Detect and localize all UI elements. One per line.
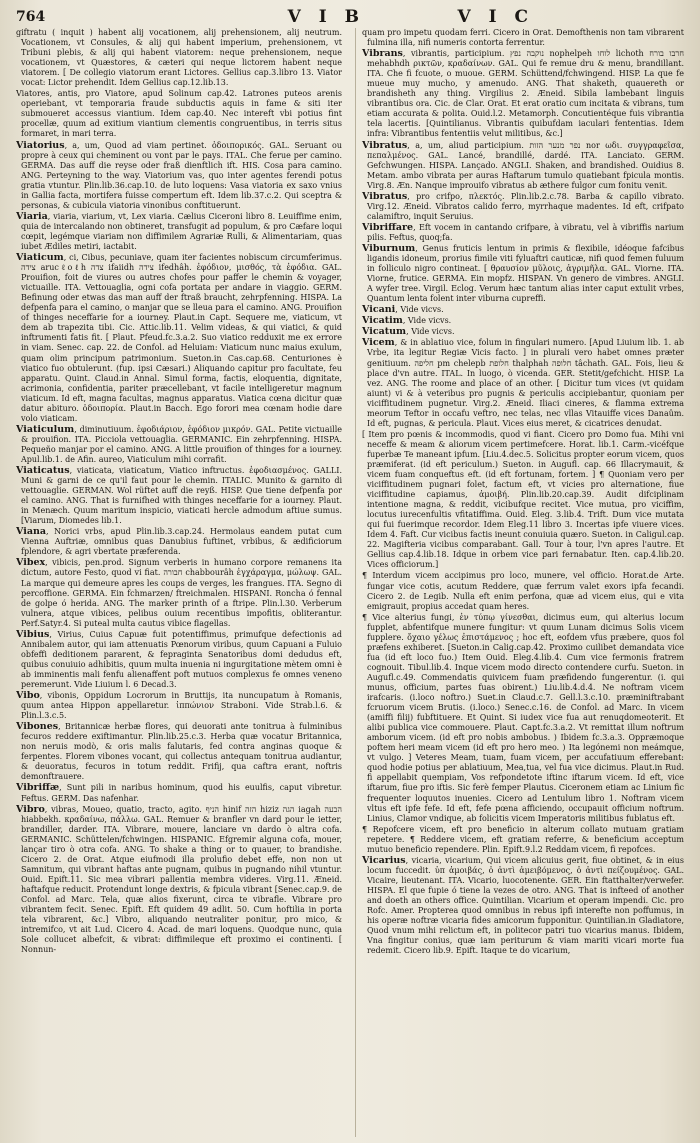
entry-text: , vibicis, pen.prod. Signum verberis in humano corpore remanens ita dictum, autore Festo, quod vi fiat. חבורה chabbourâh ἐγχάραγμα, μώλωψ. GAL. La marque qui demeure apres les coups de verges, les frangues. ITA. Segno di percoffione. GERMA. Ein fchmarzen/ ftreichmalen. HISPANI. Roncha ó fennal de golpe ó herida. ANG. The marker printh of a ftripe. Plin.l.30. Verberum vulnera, atque vibices, pelibus ouium recentibus impofitis, obliterantur. Perf.Satyr.4. Si puteal multa cautus vibice flagellas. — [21, 558, 342, 628]
dictionary-entry — [362, 223, 684, 243]
entry-text: , a, um, aliud participium. נפר מנער הזות nor ωδι. συγγραφεῖσα, πεπαλμένος. GAL. Lancé, brandillé, dardé. ITA. Lanciato. GERM. Gefchwungen. HISPA. Lançado. ANGLI. Shaken, and brandished. Ouidius 8. Metam. ambo vibrata per auras Haftarum tumulo quatiebant fpicula montis. Virg.8. Æn. Nanque improuifo vibratus ab æthere fulgor cum fonitu venit. — [367, 140, 684, 190]
dictionary-entry — [16, 527, 342, 557]
entry-text: , Virius, Cuius Capuæ fuit potentiffimus, primufque defectionis ad Annibalem autor, qui iam attenuatis Pœnorum viribus, quum Capuani a Fuluio obfeffi deditionem pararent, & fepraginta Senatoribus domi dedudus eft, quibus conuiuio adhibitis, quum multa inuenia ni ingurgitatione mètem omni è ab imminentis mali fenfu alienaffent poft mutuos complexus fe omnes veneno peremerunt. Vide Liuium l. 6 Decad.3. — [21, 629, 342, 689]
right-running-head: V I C — [457, 7, 534, 27]
dictionary-entry — [16, 253, 342, 424]
entry-text: , vicaria, vicarium, Qui vicem alicuius gerit, fiue obtinet, & in eius locum fuccedit. ὑπ ἀμοιβάς, ὁ ἀντὶ ἀμειβόμενος, ὁ ἀντὶ πείζουμένος. GAL. Vicaire, lieutenant. ITA. Vicario, luocotenente. GER. Ein ftatthalter/verwefer. HISPA. El que fupie ó tiene la vezes de otro. ANG. That is infteed of another and doeth an others office. Quintilian. Vicarium et operam impendi. Cic. pro Rofc. Amer. Propterea quod omnibus in rebus ipfi interefte non poffumus, in his operæ noftræ vicaria fides amicorum fupponitur. Quintilian.in Gladiatore, Quod vnum mihi relictum eft, in politecor patri tuo vicarius manus. Ibidem, Vna fingitur conius, quæ iam periturum & viam mariti vicari morte fua redemit. Cicero lib.9. Epift. Itaque te do vicarium, — [367, 855, 684, 956]
entry-text: , Eft vocem in cantando crifpare, à vibratu, vel à vibriffis narium pilis. Feftus, quoq;fa. — [367, 222, 684, 242]
text-columns — [16, 28, 684, 1137]
dictionary-entry — [16, 691, 342, 721]
entry-text: , Britannicæ herbæ flores, qui deuorati ante tonitrua à fulminibus fecuros reddere exiftimantur. Plin.lib.25.c.3. Herba quæ vocatur Britannica, non neruis modò, & oris malis falutaris, fed contra anginas quoque & ferpentes. Florem vibones vocant, qui collectus antequam tonitrua audiantur, & deuoratus, fecuros in totum reddit. Frifij, qua caftra erant, noftris demonftrauere. — [21, 722, 342, 782]
entry-text: , vibonis, Oppidum Locrorum in Bruttijs, ita nuncupatum à Romanis, quum antea Hippon appellaretur. ἱππώνιον Straboni. Vide Strab.l.6. & Plin.l.3.c.5. — [21, 691, 342, 721]
entry-text: ¶ Interdum vicem accipimus pro loco, munere, vel officio. Horat.de Arte. fungar vice cotis, acutum Reddere, quæ ferrum valet exors ipfa fecandi. Cicero 2. de Legib. Nulla eft enim perfona, quæ ad vicem eius, qui e vita emigrauit, propius accedat quam heres. — [362, 571, 684, 611]
entry-headword: Vicatim — [362, 315, 403, 327]
dictionary-entry — [16, 28, 342, 88]
dictionary-entry — [362, 613, 684, 824]
dictionary-entry — [16, 141, 342, 211]
entry-text: , Vide vicvs. — [406, 327, 455, 337]
entry-headword: Vibones — [16, 721, 59, 733]
entry-headword: Viaticulum — [16, 423, 75, 435]
dictionary-entry — [16, 212, 342, 252]
dictionary-entry — [16, 466, 342, 526]
dictionary-entry — [16, 89, 342, 139]
entry-text: , vibrantis, participium. נוקבה נפץ nophelpeh לוחו lichoth חרבו בורח mehabhdh ρικτῶν, κραδαίνων. GAL. Qui fe remue dru & menu, brandillant. ITA. Che fi fcuote, o muoue. GERM. Schüttend/fchwingend. HISP. La que fe mueue muy mucho, y amenudo. ANG. That shaketh, quauereth or brandisheth any thing. Virgilius 2. Æneid. Sibila lambebant linguis vibrantibus ora. Cic. de Clar. Orat. Et erat oratio cum incitata & vibrans, tum etiam accurata & polita. Ouid.l.2. Metamorph. Concutientéque fuis vibrantia tela lacertis. [Quintilianus. Vibrantis quibufdam iaculari fententias. Idem infra: Vibrantibus fententiis velut militibus, &c.] — [367, 49, 684, 139]
entry-headword: Viaticatus — [16, 465, 70, 477]
entry-headword: Vibex — [16, 557, 46, 569]
left-column — [16, 28, 342, 1137]
entry-text: ¶ Vice alterius fungi, ἐν τύπῳ γίνεσθαι, dicimus eum, qui alterius locum fupplet, abfentifque munere fungitur: vt quum Lunam dicimus Solis vicem fupplere. ὄχαιο γέλως ἐπιστάμενος ; hoc eft, eofdem vfus præbere, quos fol præfens exhiberet. [Sueton.in Calig.cap.42. Proximo cuilibet demandata vice fua (id eft loco fuo.) Item Ouid. Eleg.4.lib.4. Cum vice fermonis fratrem cognouit. Tibul.lib.4. Inque vicem modo directo contendere curfu. Sueton. in Augufl.c.49. Commendatis quivicem fuam præfidendo fungerentur. (i. qui munus, officium, partes fuas obirent.) Liu.lib.4.d.4. Ne noftram vicem irafcaris. (i.loco noftro.) Suet.in Claud.c.7. Gell.l.3.c.10. præminiftrabant fcruorum vicem Brutis. (i.loco.) Senec.c.16. de Confol. ad Marc. In vicem (amiffi filij) fubftituere. Et Quint. Si iudex vice fua aut renuqdomeoterit. Et alibi publica vice commouere. Plaut. Capt.fc.3.a.2. Vt remittat illum noftrum amborum vicem. (id eft pro nobis ambobus. ) Ibidem fc.3.a.3. Oppræmoque poftem heri meam vicem (id eft pro hero meo. ) Ita legónemi non meámque, vt vulgo. ] Veteres Meam, tuam, fuam vicem, per accufatiuum efferebant: quod hodie potius per ablatiuum, Mea,tua, vel fua vice dicimus. Plaut.in Rud. fi appellabit quempiam, Vos refpondetote iftinc iftarum vicem. Id eft, vice iftarum, fiue pro iftis. Sic ferè femper Plautus. Ciceronem etiam ac Linium fic frequenter loquutos inuenies. Cicero ad Lentulum libro 1. Noftram vicem vltus eft ipfe fefe. Id eft, fefe pœna afficiendo, occupauit officium noftrum. Linius, Clamor vndique, ab folicitis vicem Imperatoris militibus fublatus eft. — [362, 612, 684, 823]
dictionary-entry — [362, 327, 684, 337]
entry-text: giftratu ( inquit ) habent alij vocationem, alij prehensionem, alij neutrum. Vocationem, vt Consules, & alij qui habent imperium, prehensionem, vt Tribuni plebis, & alij qui habent viatorem: neque prehensionem, neque vocationem, vt Quæstores, & cæteri qui neque lictorem habent neque viatorem. [ De collegio viatorum erant Lictores. Gellius cap.3.libro 13. Viator vocat: Lictor prehendit. Idem Gellius cap.12.lib.13. — [16, 28, 342, 88]
dictionary-entry — [362, 430, 684, 571]
dictionary-entry — [16, 783, 342, 803]
dictionary-entry — [16, 805, 342, 956]
entry-text: ¶ Repofcere vicem, eft pro beneficio in alterum collato mutuam gratiam repetere. ¶ Reddere vicem, eft gratiam referre, & beneficium acceptum mutuo beneficio rependere. Plin. Epift.9.l.2 Reddam vicem, fi repofces. — [362, 824, 684, 854]
entry-headword: Vicani — [362, 304, 396, 316]
dictionary-entry — [362, 305, 684, 315]
entry-text: , viaria, viarium, vt, Lex viaria. Cælius Ciceroni libro 8. Leuiffime enim, quia de intercalando non obtineret, transfugit ad populum, & pro Cæfare loqui cœpit, legémque viariam non diffimilem Agrariæ Rulli, & Alimentariam, quas iubet Ædiles metiri, iactabit. — [21, 211, 342, 251]
entry-text: , Vide vicvs. — [402, 316, 452, 326]
dictionary-entry — [16, 722, 342, 782]
dictionary-entry — [16, 630, 342, 690]
page-number: 764 — [16, 9, 46, 25]
entry-headword: Viburnum — [362, 242, 416, 254]
dictionary-entry — [362, 856, 684, 956]
dictionary-entry — [362, 338, 684, 428]
dictionary-entry — [362, 192, 684, 222]
entry-headword: Vibriffæ — [16, 782, 60, 794]
entry-text: , Vide vicvs. — [395, 305, 444, 315]
entry-text: , pro crifpo, πλεκτός. Plin.lib.2.c.78. Barba & capillo vibrato. Virg.12. Æneid. Vibratos calido ferro, myrrhaque madentes. Id eft, crifpato calamiftro, inquit Seruius. — [367, 191, 684, 221]
entry-headword: Vibo — [16, 690, 40, 702]
entry-headword: Viaticum — [16, 252, 64, 264]
entry-headword: Vicem — [362, 337, 395, 349]
entry-text: , vibras, Moueo, quatio, tracto, agito. הניף hinif הזה hiziz הגה iagah הבעה hiabbekh. κραδαίνω, πάλλω. GAL. Remuer & branfler vn dard pour le ietter, brandiller, darder. ITA. Vibrare, mouere, lanciare vn dardo ò altra cofa. GERMANIC. Schüttelen/fchwingen. HISPANIC. Efgremir alguna cofa, mouer, lançar tiro ò otra cofa. ANG. To shake a thing or to quauer, to brandishe. Cicero 2. de Orat. Atque eiufmodi illa prolufio debet effe, non non ut Samnitum, qui vibrant haftas ante pugnam, quibus in pugnando nihil vtuntur. Ouid. Epift.11. Sic mea vibrari pallentia membra videres. Virg.11. Æneid. haftafque reducit. Protendunt longe dextris, & fpicula vibrant [Senec.cap.9. de Confol. ad Marc. Tela, quæ alios fixerunt, circa te vibrafle. Vibrare pro vibrantem fecit. Senec. Epift. Eft quidem 49 adlit. 50. Cum hoftilia in porta tela vibrarent, &c.] Vibro, aliquando neutraliter ponitur, pro mico, & intremifco, vt ait Lud. Cicero 4. Acad. de mari loquens. Quodque nunc, quia Sole collucet albefcit, & vibrat: diffimileque eft proximo ei continenti. [ Nonnun- — [21, 804, 342, 955]
entry-headword: Vicatum — [362, 326, 407, 338]
entry-headword: Vibro — [16, 803, 45, 815]
entry-text: , a, um, Quod ad viam pertinet. ὁδοιπορικός. GAL. Seruant ou propre à ceux qui cheminent ou vont par le pays. ITAL. Che ferue per camino. GERMA. Das auff die reyse oder fraß dienftlich ift. HIS. Cosa para camino. ANG. Perteyning to the way. Viatorium vas, quo inter agentes ferendi potus gratia vtuntur. Plin.lib.36.cap.10. de luto loquens: Vasa viatoria ex saxo vnius in Gallia facta, mortifera fuisse compertum eft. Idem lib.37.c.2. Qui sceptra & personas, & cubicula viatoria vinonibus conftituerunt. — [21, 140, 342, 210]
dictionary-entry — [362, 28, 684, 48]
entry-text: [ Item pro pœnis & incommodis, quod vi fiant. Cicero pro Domo fua. Mihi vni neceffe & meam & aliorum vicem pertimefcere. Horat. lib.1. Carm.-vicéfque fuperbæ Te maneant ipfum. [Liu.4.dec.5. Solicitus propter eorum vicem, quos præmiferat. (id eft periculum.) Sueton. in Augufl. cap. 66 Illacrymauit, & vicem fuam conqueftus eft. (id eft fortunam, fortem. ] ¶ Quoniam vero per viciffitudinem pugnari folet, factum eft, vt vicies pro alternatione, fiue viciffitudine capiamus, ἀμοιβή. Plin.lib.20.cap.39. Audit difciplinam intentione magna, & reddit, vicibufque recitet. Vice mutua, pro viciffim, locutus iurecenfultis vfitatiffima. Ouid. Eleg. 3.lib.4. Trift. Dum vice mutata qui fui fuerimque recordor. Idem Eleg.11 libro 3. Incertas ipfe viuere vices. Idem 4. Faft. Cur vicibus factis ineunt conuiuia quæro. Sueton. in Caligul.cap. 22. Magifteria vicibus comparabant. Gall. Tour à tour, l'vn apres l'autre. Et Gellius cap.4.lib.18. Idque in orbem vice pari fernabatur. Iten. cap.4.lib.20. Vices officiorum.] — [362, 429, 684, 570]
entry-text: , viaticata, viaticatum, Viatico inftructus. ἐφοδιασμένος. GALLI. Muni & garni de ce qu'il faut pour le chemin. ITALIC. Munito & garnito di vettouaglie. GERMAN. Wol rüftet auff die reyß. HISP. Que tiene defpenfa por el camino. ANG. That is furnifhed with thinges neceffarie for a iourney. Plaut. in Menæch. Quum maritum inspicio, viaticati hercle admodum aftiue sumus. [Viarum, Diomedes lib.1. — [21, 466, 342, 526]
entry-text: Viatores, antis, pro Viatore, apud Solinum cap.42. Latrones puteos arenis operiebant, vt temporaria fraude subductis aquis in fame & siti iter submoueret accessus viantium. Idem cap.40. Nec intereft vbi potius fint procellæ, quum ad exitium viantium clementis congruentibus, in terris situs formaret, in mari terra. — [16, 89, 342, 139]
entry-text: , diminutiuum. ἐφοδιάριον, ἐφόδιον μικρόν. GAL. Petite victuaille & prouifion. ITA. Picciola vettouaglia. GERMANIC. Ein zehrpfenning. HISPA. Pequeño manjar por el camino. ANG. A little prouifion of thinges for a iourney. Apul.lib.1. de Afin. aureo, Viaticulum mihi corrafit. — [21, 424, 342, 464]
entry-text: , ci, Cibus, pecuniave, quam iter facientes nobiscum circumferimus. צידה arucℓoℓh צדה ifaiidh צידה ifedhâh. ἐφόδιον, μισθός, τὰ ἐφόδια. GAL. Prouifion, foit de viures ou autres chofes pour paffer le chemin & voyager, victuaille. ITA. Vettouaglia, ogni cofa portata per andare in viaggio. GERM. Befinung oder etwas das man auff der ftraß braucht, zehrpfenning. HISPA. La defpenfa para el camino, o manjar que se lleua para el camino. ANG. Prouifion of thinges neceffarie for a iourney. Plaut.in Capt. Sequere me, viaticum, vt dem ab trapezita tibi. Cic. Attic.lib.11. Velim videas, & qui viatici, & quid inftrumenti fatis fit. [ Plaut. Pfeud.fc.3.a.2. Suo viatico redduxit me ex errore in viam. Senec. cap. 22. de Confol. ad Heluiam: Viaticum nunc maius exulum, quam olim principum patrimonium. Sueton.in Cas.cap.68. Centuriones è viatico fuo obtulerunt. (fup. ipsi Cæsari.) Aliquando capitur pro facultate, feu apparatu. Quint. Claud.in Annal. Simul forma, factis, eloquentia, dignitate, acrimonia, confidentia, pariter præcellebant, vt facile intelligeretur magnum viaticum. Id eft, magna facultas, magnus apparatus. Viatica cœna dicitur quæ datur abituro. ὁδοιπορία. Plaut.in Bacch. Ego forori mea cœnam hodie dare volo viaticam. — [21, 253, 342, 423]
dictionary-entry — [16, 558, 342, 628]
dictionary-entry — [362, 825, 684, 855]
entry-text: , & in ablatiuo vice, folum in fingulari numero. [Apud Liuium lib. 1. ab Vrbe, ita legitur Regiæ Vicis facto. ] in plurali vero habet omnes præter genitiuum. חליפה pm chelepb חלופת thalphah חלופה tâchath. GAL. Fois, lieu & place d'vn autre. ITAL. In luogo, ò vicenda. GER. Stetit/gefchicht. HISP. La vez. ANG. The roome and place of an other. [ Dicitur tum vices (vt quidam aiunt) vi & à veteribus pro pugnis & periculis accipiebantur, quoniam per viciffitudinem pugnetur. Virg.2. Æneid. Iliaci cineres, & flamma extrema meorum Teftor in occafu veftro, nec telas, nec vllas Vitauiffe vices Danaûm. Id eft, pugnas, & pericula. Plaut. Vices eius meret, & cicatrices denudat. — [367, 338, 684, 428]
entry-headword: Vibrans — [362, 48, 403, 60]
dictionary-entry — [362, 49, 684, 139]
entry-text: , Sunt pili in naribus hominum, quod his euulfis, caput vibretur. Feftus. GERM. Das nafenhar. — [21, 783, 342, 803]
entry-headword: Viaria — [16, 210, 48, 222]
dictionary-entry — [16, 425, 342, 465]
dictionary-entry — [362, 316, 684, 326]
entry-headword: Vibratus — [362, 190, 408, 202]
entry-headword: Vicarius — [362, 854, 406, 866]
dictionary-entry — [362, 571, 684, 611]
entry-headword: Viana — [16, 526, 47, 538]
entry-text: quam pro impetu quodam ferri. Cicero in Orat. Demofthenis non tam vibrarent fulmina illa, nifi numeris contorta ferrentur. — [362, 28, 684, 48]
entry-headword: Viatorius — [16, 139, 65, 151]
right-column — [355, 28, 684, 1137]
dictionary-entry — [362, 244, 684, 304]
entry-headword: Vibratus — [362, 139, 408, 151]
entry-headword: Vibius — [16, 628, 50, 640]
page-header — [16, 6, 684, 28]
dictionary-entry — [362, 141, 684, 191]
entry-text: , Norici vrbs, apud Plin.lib.3.cap.24. Hermolaus eandem putat cum Vienna Auftriæ, omnibus quas Danubius fuftinet, vrbibus, & ædificiorum fplendore, & agri vbertate præferenda. — [21, 527, 342, 557]
left-running-head: V I B — [287, 7, 366, 27]
entry-text: , Genus fruticis lentum in primis & flexibile, idéoque fafcibus ligandis idoneum, prorius fimile viti fyluaftri cauticæ, nifi quod femen fuluum in folliculo nigro contineat. [ θραυσίον μῦλοις, ἀγριμῆλα. GAL. Viorne. ITA. Viorne, frutice. GERMA. Ein mopfz. HISPAN. Vn genero de vimbres. ANGLI. A wyfer tree. Virgil. Eclog. Verum hæc tantum alias inter caput extulit vrbes, Quantum lenta folent inter viburna cupreffi. — [367, 243, 684, 304]
entry-headword: Vibriffare — [362, 221, 414, 233]
